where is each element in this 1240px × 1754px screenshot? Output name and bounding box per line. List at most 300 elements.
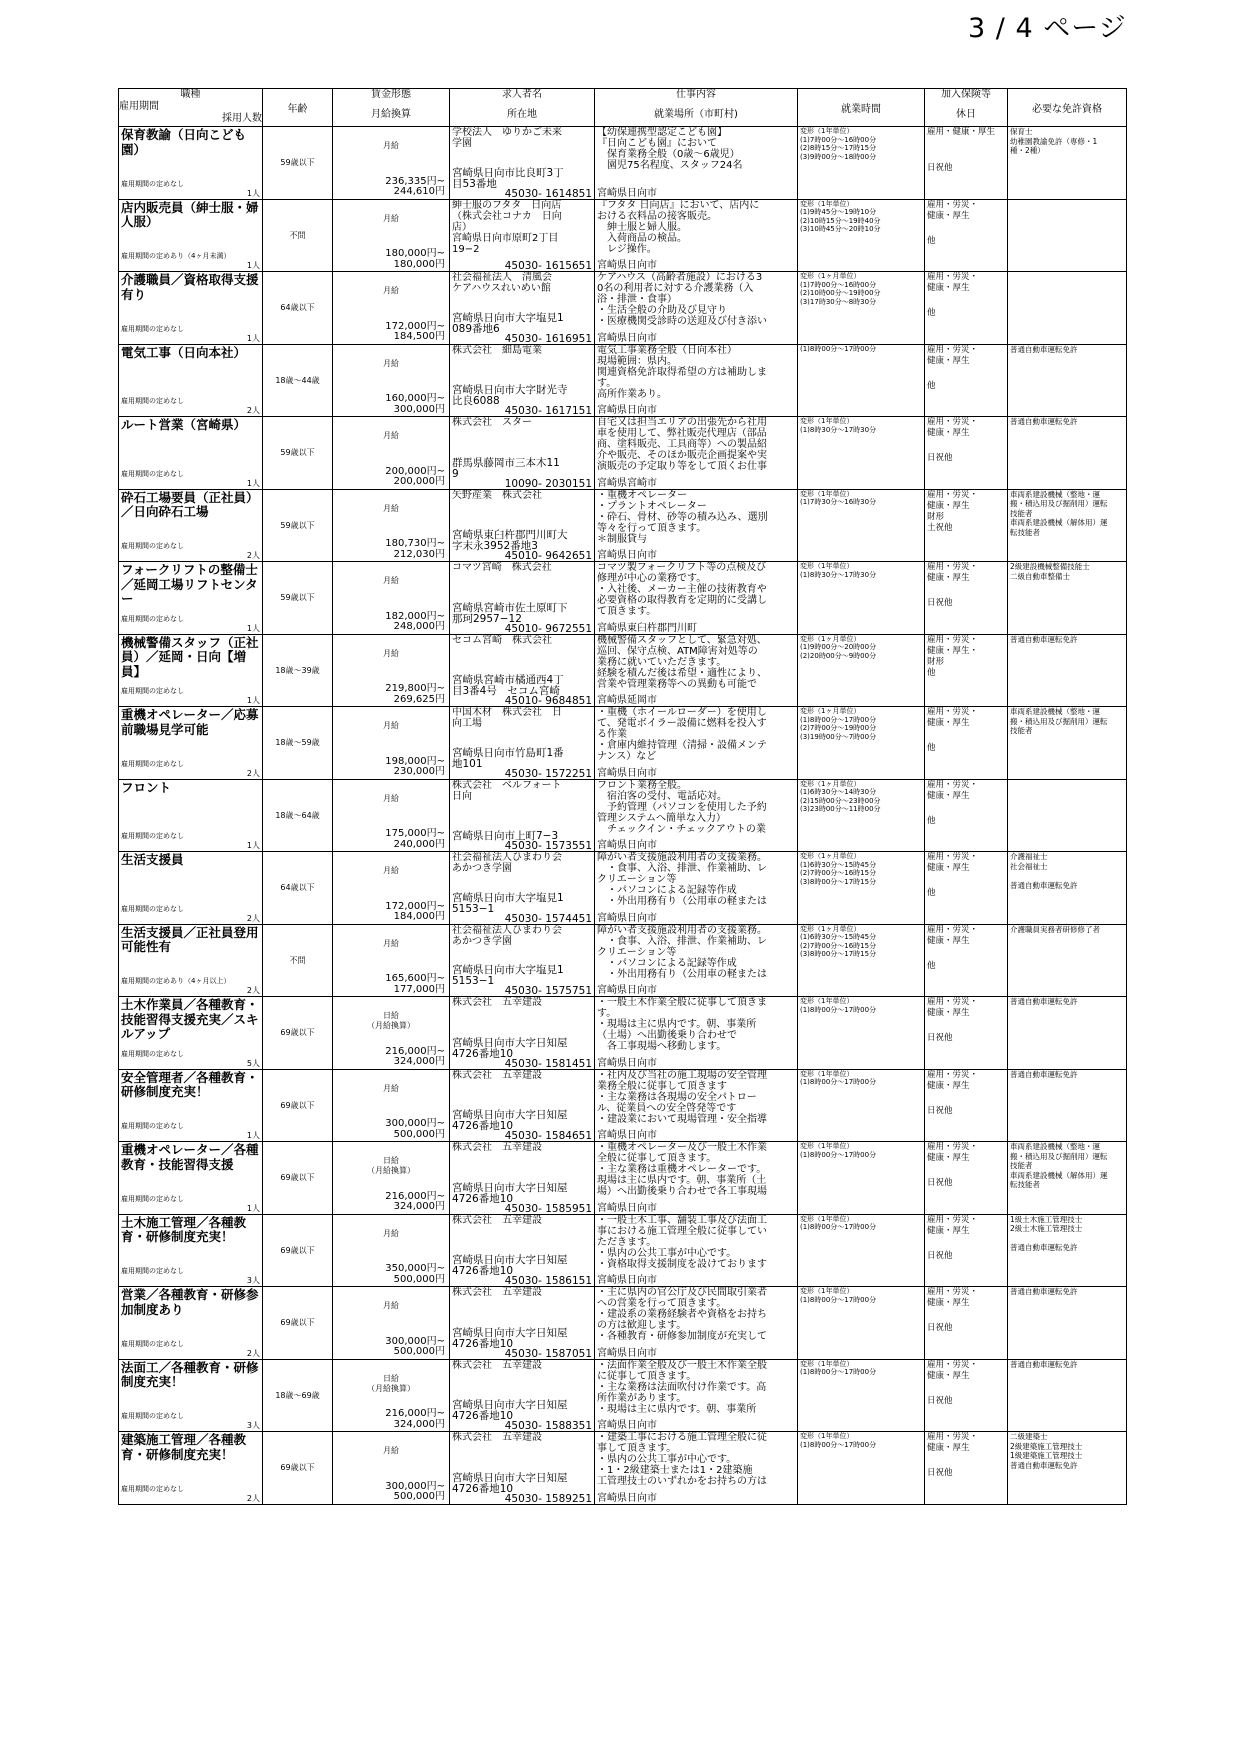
insurance: 雇用・労災・ 健康・厚生 (927, 417, 979, 438)
hire-count: 2人 (246, 986, 260, 995)
wage-cell (333, 634, 450, 707)
duties-cell (595, 1432, 798, 1505)
monthly-wage: 350,000円~ 500,000円 (385, 1263, 445, 1285)
insurance: 雇用・労災・ 健康・厚生 (927, 562, 979, 583)
job-duties: ・社内及び当社の施工現場の安全管理 業務全般に従事して頂きます ・主な業務は各現場の安全パトロー ル、従業員への安全啓発等です ・建設業において現場管理・安全指導 (597, 1069, 767, 1125)
insurance: 雇用・労災・ 健康・厚生 (927, 1069, 979, 1091)
holidays: 他 (927, 815, 936, 826)
employer-name: 株式会社 スター (452, 417, 532, 428)
working-hours: 変形（1年単位） (1)8時30分～17時30分 (798, 417, 925, 490)
header-license: 必要な免許資格 (1008, 89, 1127, 127)
job-duties: ・重機オペレーター及び一般土木作業 全般に従事して頂きます。 ・主な業務は重機オペレーターです。 現場は主に県内です。朝、事業所（土 場）へ出勤後乗り合わせで各工事現場 (597, 1142, 767, 1197)
wage-type: 月給 (383, 431, 399, 440)
age-limit: 59歳以下 (263, 562, 333, 635)
wage-type: 月給 (383, 213, 399, 223)
age-limit: 69歳以下 (263, 1214, 333, 1287)
job-number: 45030- 1573551 (504, 840, 592, 852)
employer-address: 宮崎県日向市大字塩見1 089番地6 (452, 311, 564, 335)
insurance-cell (925, 1287, 1008, 1360)
required-license: 普通自動車運転免許 (1008, 634, 1127, 707)
wage-cell (333, 924, 450, 997)
table-row (119, 707, 1127, 780)
header-employer: 求人者名 所在地 (450, 89, 595, 127)
job-cell (119, 127, 263, 200)
job-cell (119, 562, 263, 635)
required-license (1008, 779, 1127, 852)
hire-count: 1人 (246, 1131, 260, 1140)
job-title: フォークリフトの整備士／延岡工場リフトセンター (121, 562, 258, 606)
duties-cell (595, 707, 798, 780)
required-license: 介護職員実務者研修修了者 (1008, 924, 1127, 997)
employer-name: 株式会社 五幸建設 (452, 1142, 542, 1153)
working-hours: (1)8時00分～17時00分 (798, 344, 925, 417)
job-title: 店内販売員（紳士服・婦人服） (121, 199, 259, 229)
job-number: 45030- 1581451 (504, 1057, 592, 1069)
insurance-cell (925, 1069, 1008, 1142)
required-license (1008, 272, 1127, 345)
working-hours: 変形（1年単位） (1)9時45分～19時10分 (2)10時15分～19時40分 (3)10時45分～20時10分 (798, 199, 925, 272)
insurance: 雇用・労災・ 健康・厚生 (927, 1214, 979, 1236)
insurance: 雇用・労災・ 健康・厚生 (927, 924, 979, 946)
employer-address: 宮崎県日向市大字財光寺 比良6088 (452, 384, 568, 407)
insurance: 雇用・労災・ 健康・厚生 (927, 707, 979, 728)
age-limit: 69歳以下 (263, 997, 333, 1070)
required-license: 保育士 幼稚園教諭免許（専修・1 種・2種） (1008, 127, 1127, 200)
duties-cell (595, 127, 798, 200)
duties-cell (595, 852, 798, 925)
monthly-wage: 175,000円~ 240,000円 (385, 828, 445, 850)
job-number: 45030- 1572251 (504, 767, 592, 779)
job-duties: ・一般土木作業全般に従事して頂きま す。 ・現場は主に県内です。朝、事業所 （土場）へ出勤後乗り合わせで 各工事現場へ移動します。 (597, 997, 767, 1052)
table-row (119, 634, 1127, 707)
table-row (119, 272, 1127, 345)
table-row (119, 1432, 1127, 1505)
table-row (119, 779, 1127, 852)
job-title: 砕石工場要員（正社員）／日向砕石工場 (121, 489, 259, 519)
job-title: 電気工事（日向本社） (121, 344, 247, 360)
job-number: 45010- 9642651 (504, 550, 592, 562)
wage-type: 月給 (383, 503, 399, 513)
monthly-wage: 216,000円~ 324,000円 (385, 1045, 445, 1067)
hire-count: 1人 (246, 841, 260, 850)
table-row (119, 924, 1127, 997)
required-license: 介護福祉士 社会福祉士 普通自動車運転免許 (1008, 852, 1127, 925)
work-location: 宮崎県日向市 (597, 332, 657, 344)
working-hours: 変形（1年単位） (1)8時00分～17時00分 (798, 1069, 925, 1142)
employer-address: 宮崎県日向市大字日知屋 4726番地10 (452, 1326, 568, 1350)
employer-address: 宮崎県日向市大字日知屋 4726番地10 (452, 1181, 568, 1205)
job-cell (119, 489, 263, 562)
wage-cell (333, 1432, 450, 1505)
duties-cell (595, 1069, 798, 1142)
working-hours: 変形（1ヶ月単位） (1)6時30分～15時45分 (2)7時00分～16時15分 (3)8時00分～17時15分 (798, 852, 925, 925)
holidays: 日祝他 (927, 1468, 953, 1478)
job-title: 生活支援員／正社員登用可能性有 (121, 924, 259, 954)
wage-type: 月給 (383, 1301, 399, 1310)
working-hours: 変形（1年単位） (1)8時00分～17時00分 (798, 1432, 925, 1505)
insurance-cell (925, 1359, 1008, 1432)
table-row (119, 344, 1127, 417)
monthly-wage: 200,000円~ 200,000円 (385, 465, 445, 487)
working-hours: 変形（1年単位） (1)7時00分～16時00分 (2)8時15分～17時15分 (3)9時00分～18時00分 (798, 127, 925, 200)
job-number: 45030- 1588351 (504, 1420, 592, 1432)
required-license (1008, 199, 1127, 272)
job-cell (119, 634, 263, 707)
wage-cell (333, 199, 450, 272)
employer-cell (450, 1432, 595, 1505)
employer-address: 宮崎県東臼杵郡門川町大 字末永3952番地3 (452, 529, 568, 552)
insurance: 雇用・労災・ 健康・厚生 財形 土祝他 (927, 489, 979, 533)
employer-address: 宮崎県日向市大字日知屋 4726番地10 (452, 1109, 568, 1132)
insurance-cell (925, 562, 1008, 635)
work-location: 宮崎県日向市 (597, 767, 657, 779)
job-title: 重機オペレーター／各種教育・技能習得支援 (121, 1142, 259, 1172)
insurance-cell (925, 852, 1008, 925)
monthly-wage: 182,000円~ 248,000円 (385, 610, 445, 632)
employment-period: 雇用期間の定めなし (121, 687, 184, 695)
hire-count: 2人 (246, 913, 260, 923)
monthly-wage: 172,000円~ 184,500円 (385, 320, 445, 342)
employer-address: 宮崎県日向市大字塩見1 5153−1 (452, 964, 564, 987)
employment-period: 雇用期間の定めなし (121, 614, 184, 623)
header-hours: 就業時間 (798, 89, 925, 127)
job-title: 法面工／各種教育・研修制度充実！ (121, 1359, 259, 1389)
work-location: 宮崎県日向市 (597, 1275, 657, 1286)
page-number: 3 / 4 ページ (968, 13, 1127, 44)
monthly-wage: 219,800円~ 269,625円 (385, 683, 445, 705)
insurance-cell (925, 489, 1008, 562)
wage-cell (333, 1069, 450, 1142)
work-location: 宮崎県日向市 (597, 1130, 657, 1141)
job-title: フロント (121, 779, 172, 795)
insurance: 雇用・労災・ 健康・厚生 (927, 1287, 979, 1308)
age-limit: 69歳以下 (263, 1069, 333, 1142)
job-number: 45030- 1584651 (504, 1130, 592, 1142)
wage-cell (333, 1287, 450, 1360)
work-location: 宮崎県日向市 (597, 1347, 657, 1359)
insurance: 雇用・労災・ 健康・厚生 (927, 779, 979, 801)
job-cell (119, 1142, 263, 1215)
hire-count: 1人 (246, 261, 260, 270)
insurance-cell (925, 634, 1008, 707)
duties-cell (595, 489, 798, 562)
job-number: 45030- 1574451 (504, 912, 592, 924)
holidays: 他 (927, 308, 936, 318)
duties-cell (595, 997, 798, 1070)
work-location: 宮崎県日向市 (597, 550, 657, 561)
wage-type: 月給 (383, 866, 399, 875)
holidays: 日祝他 (927, 1178, 953, 1188)
employer-cell (450, 127, 595, 200)
holidays: 他 (927, 743, 936, 753)
wage-type: 月給 (383, 358, 399, 368)
job-number: 45010- 9684851 (504, 695, 592, 707)
working-hours: 変形（1年単位） (1)8時00分～17時00分 (798, 1214, 925, 1287)
employer-cell (450, 489, 595, 562)
employer-cell (450, 562, 595, 635)
job-title: 保育教諭（日向こども園） (121, 127, 247, 157)
wage-type: 月給 (383, 576, 399, 585)
employer-name: 矢野産業 株式会社 (452, 489, 542, 501)
monthly-wage: 300,000円~ 500,000円 (385, 1118, 445, 1140)
employment-period: 雇用期間の定めなし (121, 1339, 184, 1348)
monthly-wage: 165,600円~ 177,000円 (385, 973, 445, 995)
job-title: 土木作業員／各種教育・技能習得支援充実／スキルアップ (121, 997, 259, 1041)
wage-cell (333, 562, 450, 635)
wage-cell (333, 1214, 450, 1287)
table-row (119, 199, 1127, 272)
duties-cell (595, 779, 798, 852)
employment-period: 雇用期間の定めあり（4ヶ月未満） (121, 252, 231, 260)
wage-cell (333, 272, 450, 345)
wage-type: 日給 （月給換算） (367, 1011, 415, 1030)
employer-cell (450, 199, 595, 272)
holidays: 他 (927, 235, 936, 246)
employment-period: 雇用期間の定めなし (121, 904, 184, 913)
holidays: 他 (927, 380, 936, 391)
wage-cell (333, 852, 450, 925)
work-location: 宮崎県延岡市 (597, 695, 657, 706)
age-limit: 59歳以下 (263, 489, 333, 562)
employment-period: 雇用期間の定めなし (121, 469, 184, 478)
job-duties: 『フタタ 日向店』において、店内に おける衣料品の接客販売。 紳士服と婦人服。 入荷商品の検品。 レジ操作。 (597, 199, 760, 255)
working-hours: 変形（1ヶ月単位） (1)6時30分～14時30分 (2)15時00分～23時00分 (3)23時00分～11時00分 (798, 779, 925, 852)
header-wage: 賃金形態 月給換算 (333, 89, 450, 127)
employment-period: 雇用期間の定めなし (121, 832, 184, 840)
wage-cell (333, 344, 450, 417)
holidays: 日祝他 (927, 1323, 953, 1333)
employer-cell (450, 272, 595, 345)
required-license: 車両系建設機械（整地・運 搬・積込用及び掘削用）運転 技能者 (1008, 707, 1127, 780)
required-license: 車両系建設機械（整地・運 搬・積込用及び掘削用）運転 技能者 車両系建設機械（解体用）運 転技能者 (1008, 1142, 1127, 1215)
required-license: 二級建築士 2級建築施工管理技士 1級建築施工管理技士 普通自動車運転免許 (1008, 1432, 1127, 1505)
holidays: 日祝他 (927, 598, 953, 608)
work-location: 宮崎県日向市 (597, 1202, 657, 1214)
wage-cell (333, 1142, 450, 1215)
work-location: 宮崎県日向市 (597, 912, 657, 924)
job-number: 45030- 1587051 (504, 1347, 592, 1359)
insurance-cell (925, 272, 1008, 345)
working-hours: 変形（1年単位） (1)8時00分～17時00分 (798, 1142, 925, 1215)
required-license: 普通自動車運転免許 (1008, 1359, 1127, 1432)
required-license: 2級建設機械整備技能士 二級自動車整備士 (1008, 562, 1127, 635)
insurance-cell (925, 1142, 1008, 1215)
job-duties: フロント業務全般。 宿泊客の受付、電話応対。 予約管理（パソコンを使用した予約 管理システムへ簡単な入力） チェックイン・チェックアウトの業 (597, 779, 767, 835)
hire-count: 3人 (246, 1276, 260, 1285)
job-duties: コマツ製フォークリフト等の点検及び 修理が中心の業務です。 ・入社後、メーカー主催の技術教育や 必要資格の取得教育を定期的に受講し て頂きます。 (597, 562, 767, 617)
wage-type: 月給 (383, 648, 399, 658)
employer-cell (450, 1214, 595, 1287)
table-row (119, 489, 1127, 562)
insurance: 雇用・労災・ 健康・厚生 (927, 272, 979, 293)
employer-address: 宮崎県日向市大字日知屋 4726番地10 (452, 1254, 568, 1277)
hire-count: 5人 (246, 1058, 260, 1068)
required-license: 普通自動車運転免許 (1008, 1069, 1127, 1142)
employer-name: 社会福祉法人ひまわり会 あかつき学園 (452, 924, 562, 947)
job-number: 45030- 1589251 (504, 1492, 592, 1504)
job-number: 45030- 1575751 (504, 985, 592, 997)
age-limit: 18歳～69歳 (263, 1359, 333, 1432)
wage-type: 月給 (383, 793, 399, 803)
job-duties: ・建築工事における施工管理全般に従 事して頂きます。 ・県内の公共工事が中心です。 ・1・2級建築士または1・2建築施 工管理技士のいずれかをお持ちの方は (597, 1432, 767, 1487)
job-number: 45030- 1615651 (504, 260, 592, 272)
job-duties: ・一般土木工事、舗装工事及び法面工 事における施工管理全般に従事してい ただきます。 ・県内の公共工事が中心です。 ・資格取得支援制度を設けております (597, 1214, 767, 1270)
wage-type: 月給 (383, 1083, 399, 1093)
hire-count: 3人 (246, 1421, 260, 1430)
monthly-wage: 172,000円~ 184,000円 (385, 900, 445, 922)
working-hours: 変形（1ヶ月単位） (1)6時30分～15時45分 (2)7時00分～16時15分 (3)8時00分～17時15分 (798, 924, 925, 997)
duties-cell (595, 634, 798, 707)
wage-type: 月給 (383, 141, 399, 150)
duties-cell (595, 924, 798, 997)
required-license: 1級土木施工管理技士 2級土木施工管理技士 普通自動車運転免許 (1008, 1214, 1127, 1287)
working-hours: 変形（1年単位） (1)8時00分～17時00分 (798, 1287, 925, 1360)
job-duties: ・重機（ホイールローダー）を使用し て、発電ボイラー設備に燃料を投入す る作業 ・倉庫内維持管理（清掃・設備メンテ ナンス）など (597, 707, 767, 762)
hire-count: 1人 (246, 623, 260, 633)
job-listings-table (118, 88, 1127, 1505)
duties-cell (595, 344, 798, 417)
job-number: 45010- 9672551 (504, 622, 592, 634)
work-location: 宮崎県日向市 (597, 405, 657, 416)
job-cell (119, 707, 263, 780)
work-location: 宮崎県日向市 (597, 1420, 657, 1431)
age-limit: 18歳～39歳 (263, 634, 333, 707)
employer-cell (450, 924, 595, 997)
duties-cell (595, 417, 798, 490)
age-limit: 59歳以下 (263, 417, 333, 490)
wage-cell (333, 1359, 450, 1432)
job-title: 安全管理者／各種教育・研修制度充実！ (121, 1069, 259, 1099)
wage-type: 日給 （月給換算） (367, 1156, 415, 1175)
job-number: 45030- 1616951 (504, 332, 592, 344)
employment-period: 雇用期間の定めなし (121, 179, 184, 188)
job-duties: 障がい者支援施設利用者の支援業務。 ・食事、入浴、排泄、作業補助、レ クリエーション等 ・パソコンによる記録等作成 ・外出用務有り（公用車の軽または (597, 852, 767, 907)
monthly-wage: 300,000円~ 500,000円 (385, 1335, 445, 1357)
employer-address: 宮崎県宮崎市橘通西4丁 目3番4号 セコム宮崎 (452, 674, 564, 697)
job-cell (119, 1287, 263, 1360)
job-cell (119, 344, 263, 417)
working-hours: 変形（1ヶ月単位） (1)8時00分～17時00分 (2)7時00分～19時00分 (3)19時00分～7時00分 (798, 707, 925, 780)
insurance-cell (925, 707, 1008, 780)
employer-address: 宮崎県日向市大字日知屋 4726番地10 (452, 1471, 568, 1495)
age-limit: 18歳～64歳 (263, 779, 333, 852)
wage-type: 月給 (383, 1446, 399, 1455)
employer-address: 宮崎県日向市上町7−3 (452, 830, 559, 842)
monthly-wage: 180,730円~ 212,030円 (385, 538, 445, 560)
insurance-cell (925, 344, 1008, 417)
duties-cell (595, 562, 798, 635)
age-limit: 69歳以下 (263, 1287, 333, 1360)
hire-count: 2人 (246, 1348, 260, 1358)
employer-name: コマツ宮崎 株式会社 (452, 562, 552, 573)
wage-cell (333, 417, 450, 490)
working-hours: 変形（1ヶ月単位） (1)7時00分～16時00分 (2)10時00分～19時00分 (3)17時30分～8時30分 (798, 272, 925, 345)
table-row (119, 1142, 1127, 1215)
job-title: 生活支援員 (121, 852, 184, 867)
duties-cell (595, 1142, 798, 1215)
insurance: 雇用・健康・厚生 (927, 127, 996, 137)
job-cell (119, 924, 263, 997)
monthly-wage: 160,000円~ 300,000円 (385, 393, 445, 415)
table-row (119, 852, 1127, 925)
employer-address: 宮崎県日向市大字日知屋 4726番地10 (452, 1036, 568, 1060)
holidays: 日祝他 (927, 1105, 953, 1116)
employer-name: 株式会社 五幸建設 (452, 1214, 542, 1226)
employer-cell (450, 634, 595, 707)
employer-name: 学校法人 ゆりかご未来 学園 (452, 127, 562, 149)
header-insurance: 加入保険等 休日 (925, 89, 1008, 127)
insurance: 雇用・労災・ 健康・厚生 (927, 997, 979, 1018)
employer-name: 株式会社 五幸建設 (452, 1287, 542, 1298)
employer-address: 宮崎県日向市比良町3丁 目53番地 (452, 166, 564, 190)
insurance-cell (925, 417, 1008, 490)
employer-address: 宮崎県宮崎市佐土原町下 那珂2957−12 (452, 601, 568, 625)
job-cell (119, 1214, 263, 1287)
hire-count: 2人 (246, 406, 260, 415)
employer-name: 社会福祉法人ひまわり会 あかつき学園 (452, 852, 562, 874)
header-age: 年齢 (263, 89, 333, 127)
monthly-wage: 180,000円~ 180,000円 (385, 248, 445, 270)
job-cell (119, 852, 263, 925)
job-title: 営業／各種教育・研修参加制度あり (121, 1287, 259, 1317)
employer-cell (450, 707, 595, 780)
job-cell (119, 1069, 263, 1142)
job-title: 介護職員／資格取得支援有り (121, 272, 259, 302)
duties-cell (595, 199, 798, 272)
employment-period: 雇用期間の定めなし (121, 397, 184, 405)
employer-cell (450, 1069, 595, 1142)
employer-address: 宮崎県日向市大字塩見1 5153−1 (452, 891, 564, 915)
employment-period: 雇用期間の定めなし (121, 759, 184, 768)
employment-period: 雇用期間の定めなし (121, 1484, 184, 1493)
table-row (119, 417, 1127, 490)
duties-cell (595, 1287, 798, 1360)
employer-cell (450, 779, 595, 852)
work-location: 宮崎県日向市 (597, 985, 657, 996)
monthly-wage: 236,335円~ 244,610円 (385, 175, 445, 197)
holidays: 日祝他 (927, 1395, 953, 1406)
holidays: 日祝他 (927, 453, 953, 463)
age-limit: 18歳～59歳 (263, 707, 333, 780)
insurance-cell (925, 1214, 1008, 1287)
employer-name: 紳士服のフタタ 日向店 （株式会社コナカ 日向 店） 宮崎県日向市原町2丁目 19−2 (452, 199, 562, 255)
hire-count: 2人 (246, 551, 260, 560)
insurance: 雇用・労災・ 健康・厚生 (927, 852, 979, 873)
age-limit: 不問 (263, 199, 333, 272)
table-row (119, 1287, 1127, 1360)
work-location: 宮崎県宮崎市 (597, 477, 657, 489)
header-row (119, 89, 1127, 127)
employment-period: 雇用期間の定めなし (121, 1049, 184, 1058)
working-hours: 変形（1年単位） (1)8時30分～17時30分 (798, 562, 925, 635)
holidays: 日祝他 (927, 1250, 953, 1261)
employment-period: 雇用期間の定めなし (121, 1412, 184, 1420)
employment-period: 雇用期間の定めなし (121, 542, 184, 550)
job-number: 45030- 1617151 (504, 405, 592, 417)
age-limit: 64歳以下 (263, 272, 333, 345)
insurance-cell (925, 779, 1008, 852)
working-hours: 変形（1年単位） (1)8時00分～17時00分 (798, 1359, 925, 1432)
employer-name: セコム宮崎 株式会社 (452, 634, 552, 646)
table-row (119, 127, 1127, 200)
job-duties: 【幼保連携型認定こども園】 『日向こども園』において 保育業務全般（0歳～6歳児） 園児75名程度、スタッフ24名 (597, 127, 743, 171)
wage-type: 月給 (383, 721, 399, 730)
wage-cell (333, 489, 450, 562)
insurance-cell (925, 924, 1008, 997)
employer-cell (450, 1287, 595, 1360)
job-number: 45030- 1586151 (504, 1275, 592, 1287)
hire-count: 2人 (246, 768, 260, 778)
